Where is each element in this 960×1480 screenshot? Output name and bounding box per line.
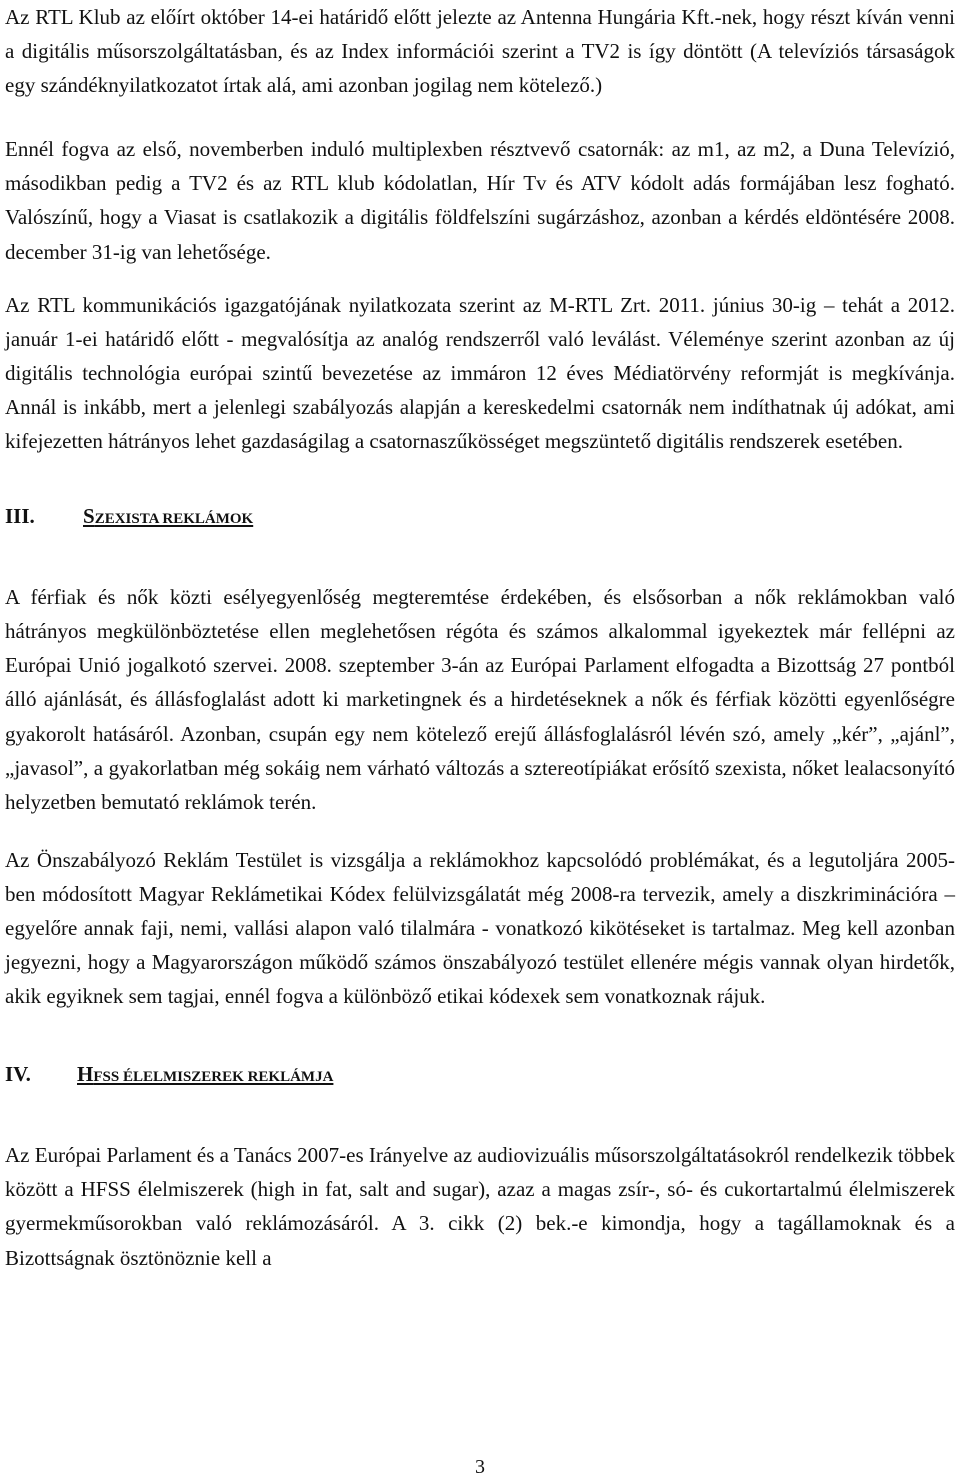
section-title [77, 1057, 333, 1094]
section-heading-hfss-food-ads [5, 1057, 955, 1094]
paragraph-gender-equality: A férfiak és nők közti esélyegyenlőség megteremtése érdekében, és elsősorban a nők reklámokban való hátrányos megkülönböztetése ellen meglehetősen régóta és számos alkalommal igyekeztek már fellépni az Európai Unió jogalkotó szervei. 2008. szeptember 3-án az Európai Parlament elfogadta a Bizottság 27 pontból álló ajánlását, és állásfoglalást adott ki marketingnek és a hirdetéseknek a nők és férfiak közötti egyenlőségre gyakorolt hatásáról. Azonban, csupán egy nem kötelező erejű állásfoglalásról lévén szó, amely „kér”, „ajánl”, „javasol”, a gyakorlatban még sokáig nem várható változás a sztereotípiákat erősítő szexista, nőket lealacsonyító helyzetben bemutató reklámok terén. [5, 585, 955, 814]
section-number: III. [5, 504, 35, 529]
paragraph-rtl-antenna: Az RTL Klub az előírt október 14-ei határidő előtt jelezte az Antenna Hungária Kft.-nek, hogy részt kíván venni a digitális műsorszolgáltatásban, és az Index információi szerint a TV2 is így döntött (A televíziós társaságok egy szándéknyilatkozatot írtak alá, ami azonban jogilag nem kötelező.) [5, 5, 955, 98]
section-title-rest: FSS ÉLELMISZEREK REKLÁMJA [93, 1069, 334, 1086]
document-page [5, 0, 955, 1275]
paragraph-multiplex-channels: Ennél fogva az első, novemberben induló multiplexben résztvevő csatornák: az m1, az m2, a Duna Televízió, másodikban pedig a TV2 és az RTL klub kódolatlan, Hír Tv és ATV kódolt adás formájában lesz fogható. Valószínű, hogy a Viasat is csatlakozik a digitális földfelszíni sugárzáshoz, azonban a kérdés eldöntésére 2008. december 31-ig van lehetősége. [5, 137, 955, 264]
section-heading-sexist-ads [5, 499, 955, 536]
paragraph-self-regulation: Az Önszabályozó Reklám Testület is vizsgálja a reklámokhoz kapcsolódó problémákat, és a legutoljára 2005-ben módosított Magyar Reklámetikai Kódex felülvizsgálatát még 2008-ra tervezik, amely a diszkriminációra – egyelőre annak faji, nemi, vallási alapon való tilalmára - vonatkozó kikötéseket is tartalmaz. Meg kell azonban jegyezni, hogy a Magyarországon működő számos önszabályozó testület ellenére mégis vannak olyan hirdetők, akik egyiknek sem tagjai, ennél fogva a különböző etikai kódexek sem vonatkoznak rájuk. [5, 847, 955, 1009]
paragraph-hfss-directive: Az Európai Parlament és a Tanács 2007-es Irányelve az audiovizuális műsorszolgáltatásokról rendelkezik többek között a HFSS élelmiszerek (high in fat, salt and sugar), azaz a magas zsír-, só- és cukortartalmú élelmiszerek gyermekműsorokban való reklámozásáról. A 3. cikk (2) bek.-e kimondja, hogy a tagállamoknak és a Bizottságnak ösztönöznie kell a [5, 1143, 955, 1270]
section-title-rest: ZEXISTA REKLÁMOK [94, 511, 254, 528]
paragraph-rtl-analog-switchoff: Az RTL kommunikációs igazgatójának nyilatkozata szerint az M-RTL Zrt. 2011. június 30-ig – tehát a 2012. január 1-ei határidő előtt - megvalósítja az analóg rendszerről való leválást. Véleménye szerint azonban az új digitális technológia európai szintű bevezetése az immáron 12 éves Médiatörvény reformját is megkívánja. Annál is inkább, mert a jelenlegi szabályozás alapján a kereskedelmi csatornák nem indíthatnak új adókat, ami kifejezetten hátrányos lehet gazdaságilag a csatornaszűkösséget megszüntető digitális rendszerek esetében. [5, 292, 955, 454]
section-number: IV. [5, 1062, 31, 1087]
section-title-initial: S [83, 504, 95, 529]
page-number: 3 [475, 1456, 485, 1478]
section-title [83, 499, 253, 536]
section-title-initial: H [77, 1062, 94, 1087]
